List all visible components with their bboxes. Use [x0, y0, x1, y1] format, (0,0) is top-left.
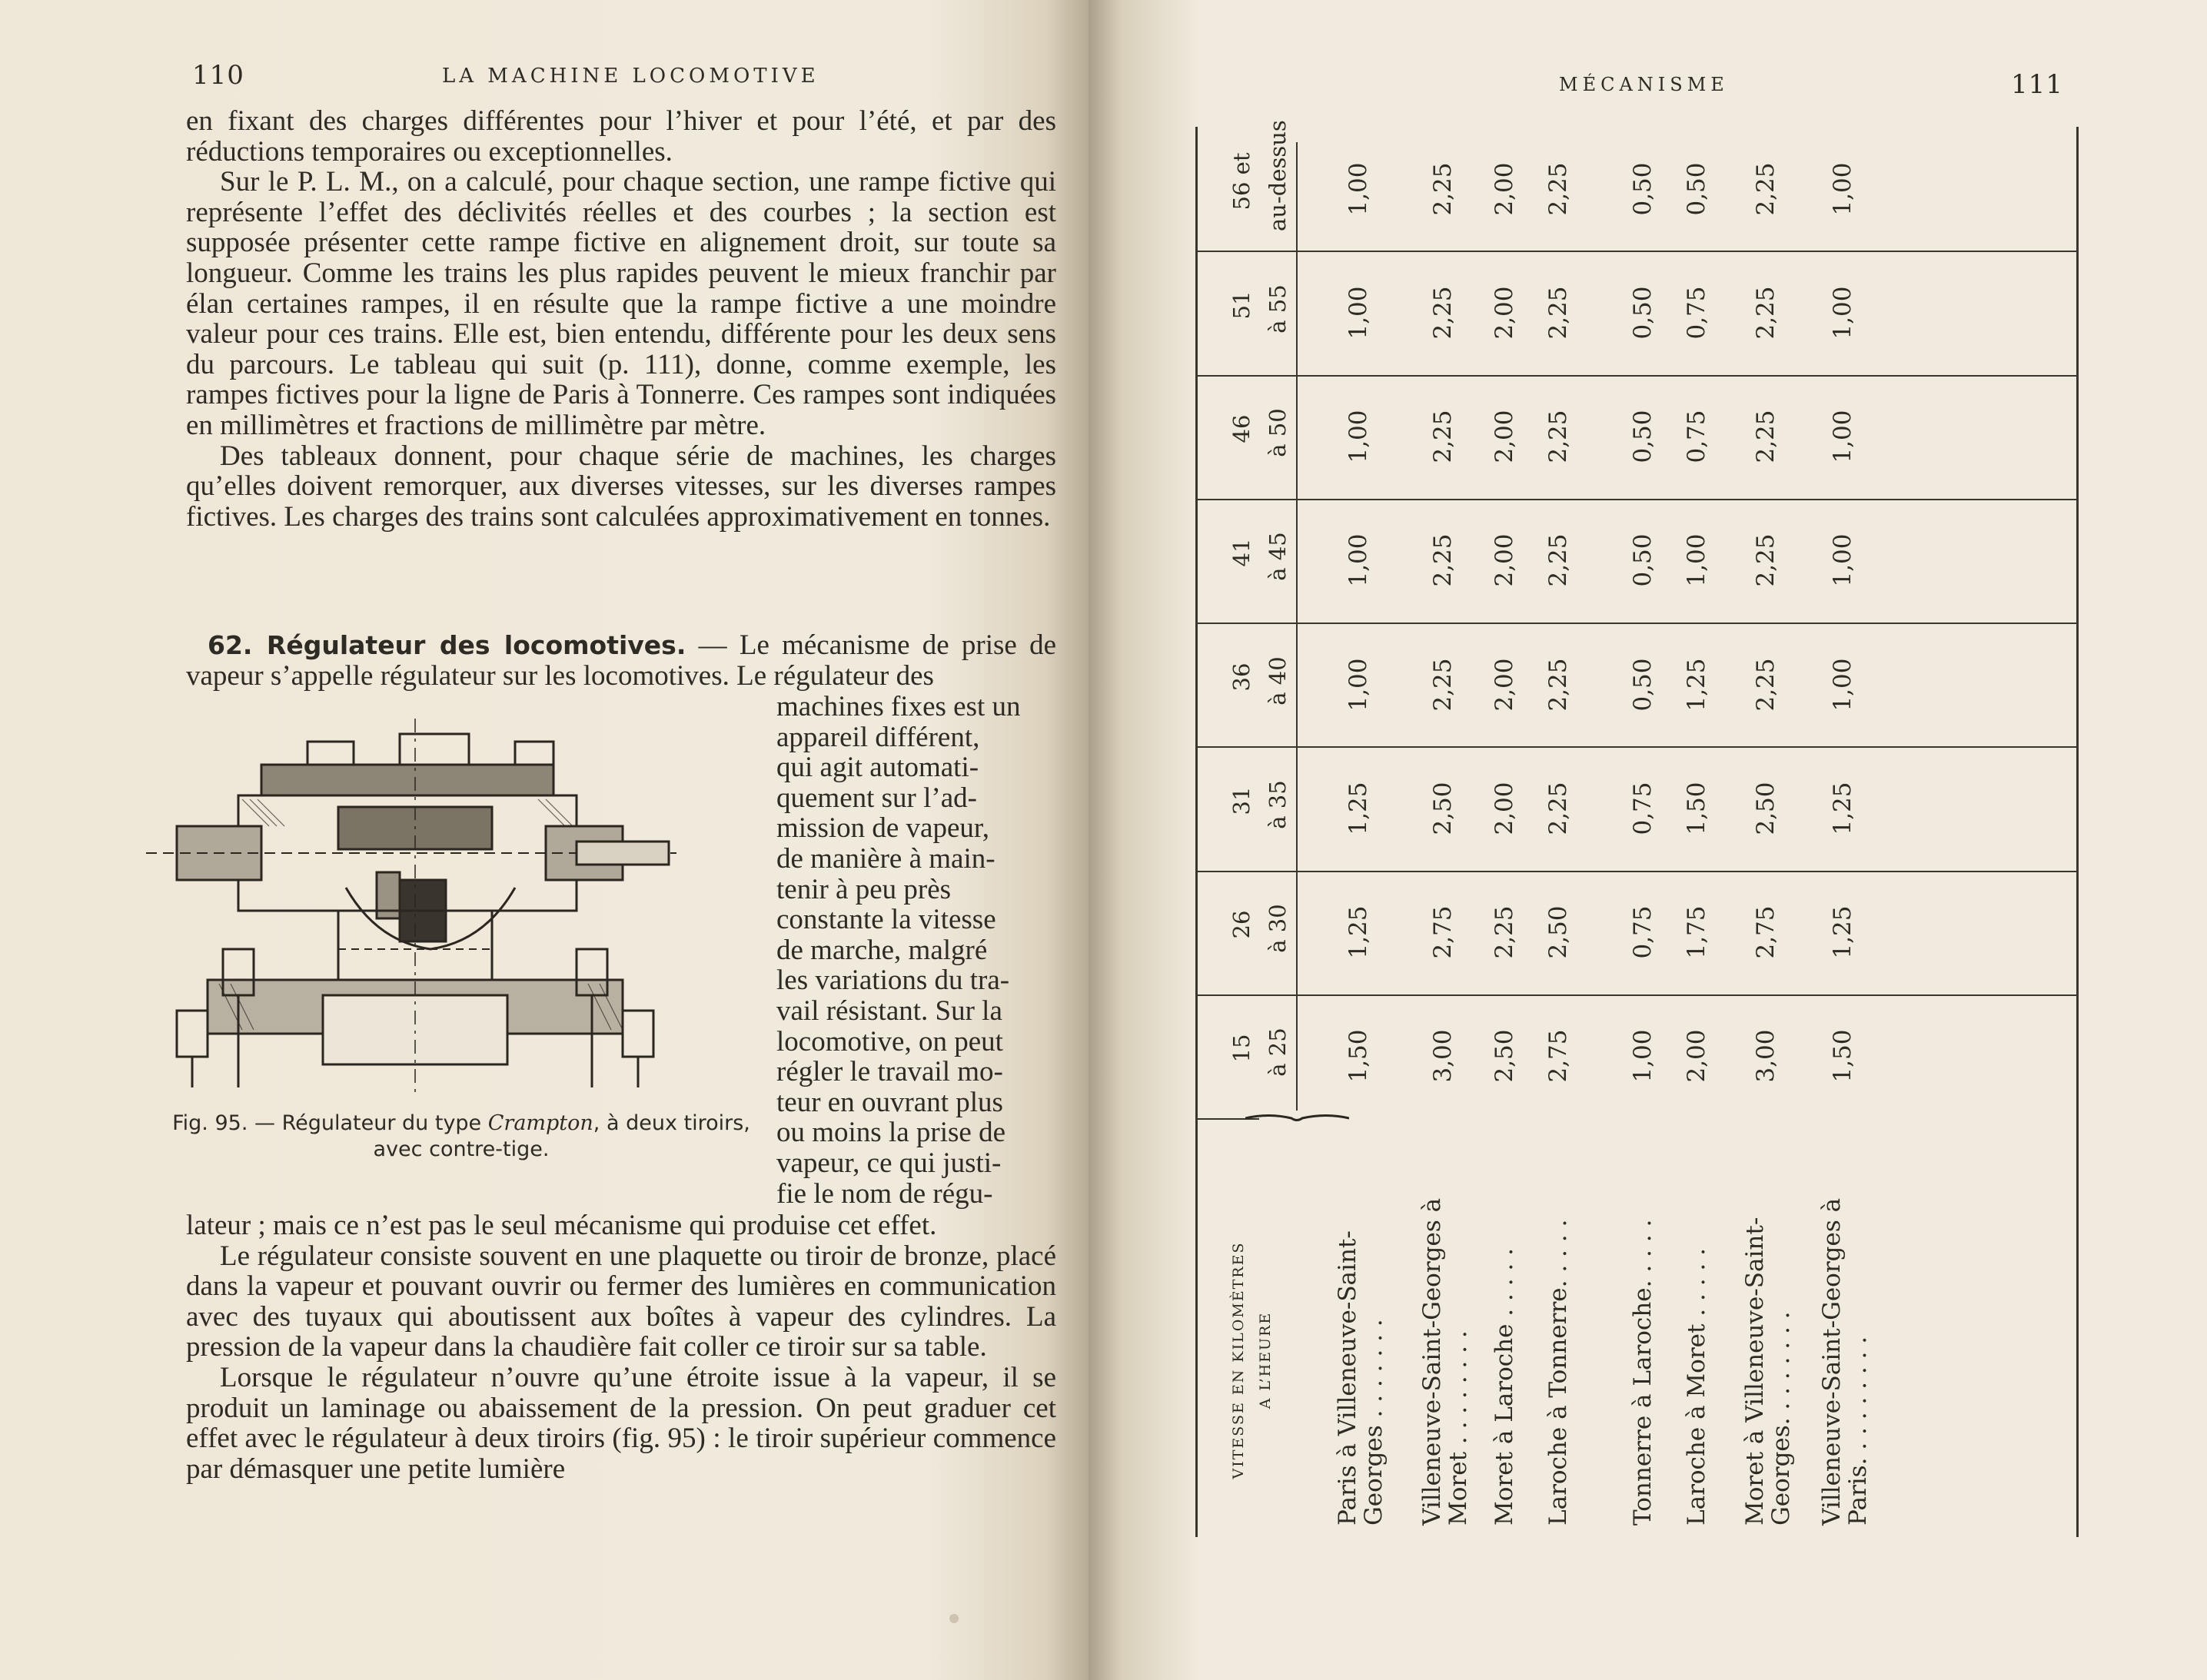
table-value: 2,25: [1544, 286, 1572, 340]
caption-italic: Crampton: [487, 1111, 593, 1135]
table-value: 3,00: [1752, 1029, 1780, 1083]
route-label: Laroche à Tonnerre. . . . .: [1544, 1219, 1572, 1526]
table-value: 2,25: [1429, 410, 1457, 463]
table-value: 2,25: [1752, 533, 1780, 587]
left-page-header: [192, 60, 1061, 91]
route-label-cont: Paris. . . . . . . . .: [1844, 1336, 1872, 1526]
text-block-top: [186, 106, 1056, 532]
table-value: 2,00: [1683, 1029, 1710, 1083]
table-value: 0,50: [1629, 658, 1657, 712]
float-text-line: tenir à peu près: [776, 873, 952, 905]
speed-band-to: à 40: [1265, 656, 1291, 706]
speed-band-to: à 35: [1265, 780, 1291, 829]
route-label: Villeneuve-Saint-Georges à: [1818, 1197, 1846, 1526]
paragraph-2: Sur le P. L. M., on a calculé, pour chaque section, une rampe fictive qui représente l’effet des déclivités réelles et des courbes ; la section est supposée présenter cette rampe fictive en alignement droit, sur toute sa longueur. Comme les trains les plus rapides peuvent le mieux franchir par élan certaines rampes, il en résulte que la rampe fictive a une moindre valeur pour ces trains. Elle est, bien entendu, différente pour les deux sens du parcours. Le tableau qui suit (p. 111), donne, comme exemple, les rampes fictives pour la ligne de Paris à Tonnerre. Ces rampes sont indiquées en millimètres et fractions de millimètre par mètre.: [186, 166, 1056, 441]
table-value: 1,75: [1683, 905, 1710, 959]
table-value: 2,25: [1752, 658, 1780, 712]
table-value: 2,75: [1429, 905, 1457, 959]
section-intro: — Le mécanisme de prise de vapeur s’appelle régulateur sur les locomotives. Le régulateur des: [186, 629, 1056, 692]
table-value: 2,25: [1429, 162, 1457, 216]
column-header-unit: A L’HEURE: [1257, 1311, 1274, 1409]
table-value: 2,25: [1491, 905, 1518, 959]
band-divider: [1198, 623, 2076, 624]
table-value: 0,50: [1629, 162, 1657, 216]
table-value: 2,25: [1544, 658, 1572, 712]
table-value: 2,00: [1491, 782, 1518, 835]
speed-band-from: 51: [1228, 291, 1255, 320]
band-divider: [1198, 994, 2076, 996]
regulator-figure: [146, 719, 676, 1095]
table-value: 1,50: [1344, 1029, 1372, 1083]
page-number-left: 110: [192, 60, 244, 91]
float-text-line: qui agit automati-: [776, 752, 979, 784]
float-text-line: machines fixes est un: [776, 691, 1021, 722]
table-value: 2,50: [1752, 782, 1780, 835]
band-divider: [1198, 871, 2076, 872]
float-text-line: appareil différent,: [776, 721, 980, 753]
paragraph-6: Lorsque le régulateur n’ouvre qu’une étroite issue à la vapeur, il se produit un laminage ou abaissement de la pression. On peut graduer cet effet avec le régulateur à deux tiroirs (fig. 95) : le tiroir supérieur commence par démasquer une petite lumière: [186, 1361, 1056, 1485]
float-text-line: vapeur, ce qui justi-: [776, 1147, 1002, 1179]
table-value: 2,50: [1429, 782, 1457, 835]
table-value: 0,50: [1629, 410, 1657, 463]
speed-band-from: 31: [1228, 786, 1255, 815]
table-value: 2,75: [1752, 905, 1780, 959]
table-value: 1,00: [1829, 162, 1856, 216]
route-label: Moret à Villeneuve-Saint-: [1741, 1217, 1769, 1526]
paragraph-5: Le régulateur consiste souvent en une plaquette ou tiroir de bronze, placé dans la vapeur et pouvant ouvrir ou fermer des lumières en communication avec des tuyaux qui aboutissent aux boîtes à vapeur des cylindres. La pression de la vapeur dans la chaudière fait coller ce tiroir sur sa table.: [186, 1240, 1056, 1363]
table-value: 1,25: [1344, 782, 1372, 835]
table-value: 2,00: [1491, 410, 1518, 463]
paragraph-4: lateur ; mais ce n’est pas le seul mécanisme qui produise cet effet.: [186, 1210, 937, 1241]
speed-band-from: 56 et: [1228, 152, 1255, 211]
float-text-line: vail résistant. Sur la: [776, 994, 1002, 1027]
table-value: 2,25: [1752, 162, 1780, 216]
section-62: [186, 630, 1056, 691]
table-value: 1,25: [1829, 782, 1856, 835]
route-label-cont: Georges . . . . . . .: [1360, 1319, 1388, 1526]
table-value: 1,00: [1683, 533, 1710, 587]
table-value: 1,00: [1344, 410, 1372, 463]
table-value: 1,25: [1344, 905, 1372, 959]
speed-band-from: 41: [1228, 538, 1255, 567]
right-page-header: [1089, 69, 2207, 100]
float-text-line: de manière à main-: [776, 842, 995, 875]
table-value: 1,25: [1683, 658, 1710, 712]
speed-band-to: à 30: [1265, 904, 1291, 953]
table-value: 2,00: [1491, 533, 1518, 587]
running-head-right: MÉCANISME: [1559, 74, 1729, 95]
table-value: 0,75: [1683, 410, 1710, 463]
section-title: 62. Régulateur des locomotives.: [208, 630, 686, 660]
float-text-line: fie le nom de régu-: [776, 1177, 993, 1210]
table-value: 2,25: [1429, 533, 1457, 587]
table-value: 1,50: [1829, 1029, 1856, 1083]
text-block-bottom: [186, 1210, 1056, 1484]
table-value: 2,25: [1544, 782, 1572, 835]
float-text-line: constante la vitesse: [776, 904, 996, 936]
table-value: 2,25: [1752, 286, 1780, 340]
table-value: 2,00: [1491, 162, 1518, 216]
table-value: 1,00: [1344, 533, 1372, 587]
speed-band-to: au-dessus: [1265, 119, 1291, 231]
page-number-right: 111: [2011, 69, 2063, 100]
float-text-line: de marche, malgré: [776, 934, 988, 966]
table-value: 0,50: [1629, 286, 1657, 340]
table-value: 2,25: [1752, 410, 1780, 463]
band-divider: [1198, 746, 2076, 748]
table-value: 0,75: [1629, 782, 1657, 835]
route-label-cont: Georges. . . . . . . .: [1767, 1311, 1795, 1526]
route-label: Paris à Villeneuve-Saint-: [1334, 1230, 1361, 1526]
speed-band-from: 36: [1228, 662, 1255, 692]
header-separator: [1296, 142, 1298, 1111]
caption-prefix: Fig. 95. — Régulateur du type: [172, 1111, 488, 1135]
table-value: 1,50: [1683, 782, 1710, 835]
gradient-table: [1195, 119, 2079, 1537]
table-value: 2,00: [1491, 286, 1518, 340]
table-value: 1,00: [1629, 1029, 1657, 1083]
speed-band-from: 26: [1228, 910, 1255, 939]
speed-band-to: à 25: [1265, 1028, 1291, 1077]
left-page: [0, 0, 1089, 1680]
column-header-speed: VITESSE EN KILOMÈTRES: [1230, 1241, 1247, 1479]
paragraph-3: Des tableaux donnent, pour chaque série de machines, les charges qu’elles doivent remorquer, aux diverses vitesses, sur les diverses rampes fictives. Les charges des trains sont calculées approximativement en tonnes.: [186, 440, 1056, 533]
table-value: 2,25: [1544, 533, 1572, 587]
speed-band-to: à 55: [1265, 284, 1291, 334]
table-value: 1,00: [1344, 162, 1372, 216]
float-text-line: locomotive, on peut: [776, 1025, 1003, 1057]
float-text-line: régler le travail mo-: [776, 1056, 1003, 1088]
speed-band-to: à 50: [1265, 408, 1291, 457]
speed-band-to: à 45: [1265, 532, 1291, 582]
float-text-line: ou moins la prise de: [776, 1117, 1006, 1149]
route-label-cont: Moret . . . . . . . .: [1444, 1330, 1472, 1526]
table-value: 2,00: [1491, 658, 1518, 712]
table-value: 1,00: [1829, 286, 1856, 340]
route-label: Laroche à Moret . . . . .: [1683, 1248, 1710, 1526]
table-value: 2,50: [1544, 905, 1572, 959]
route-label: Tonnerre à Laroche. . . . .: [1629, 1219, 1657, 1526]
table-value: 2,25: [1429, 658, 1457, 712]
speed-band-from: 46: [1228, 414, 1255, 443]
table-value: 2,25: [1544, 410, 1572, 463]
table-value: 0,75: [1629, 905, 1657, 959]
figure-caption: [161, 1111, 761, 1163]
float-text-line: les variations du tra-: [776, 965, 1010, 997]
header-brace: [1245, 1113, 1349, 1124]
table-value: 1,00: [1829, 533, 1856, 587]
running-head-left: LA MACHINE LOCOMOTIVE: [442, 65, 819, 88]
paragraph-1: en fixant des charges différentes pour l’hiver et pour l’été, et par des réductions temporaires ou exceptionnelles.: [186, 105, 1056, 168]
table-value: 1,00: [1829, 410, 1856, 463]
table-value: 0,50: [1629, 533, 1657, 587]
table-value: 1,00: [1344, 286, 1372, 340]
table-value: 1,00: [1829, 658, 1856, 712]
page-stain: [949, 1614, 959, 1623]
table-value: 1,00: [1344, 658, 1372, 712]
caption-suffix: , à deux tiroirs, avec contre-tige.: [373, 1111, 750, 1161]
table-value: 3,00: [1429, 1029, 1457, 1083]
route-label: Villeneuve-Saint-Georges à: [1418, 1197, 1446, 1526]
table-value: 2,25: [1429, 286, 1457, 340]
float-text-line: teur en ouvrant plus: [776, 1086, 1003, 1118]
table-value: 2,25: [1544, 162, 1572, 216]
float-text-line: quement sur l’ad-: [776, 782, 977, 814]
band-divider: [1198, 499, 2076, 500]
band-divider: [1198, 251, 2076, 252]
figure-side-text: [776, 692, 1056, 1209]
float-text-line: mission de vapeur,: [776, 812, 989, 845]
table-value: 2,75: [1544, 1029, 1572, 1083]
table-value: 1,25: [1829, 905, 1856, 959]
band-divider: [1198, 375, 2076, 377]
table-value: 2,50: [1491, 1029, 1518, 1083]
route-label: Moret à Laroche . . . . .: [1491, 1248, 1518, 1526]
speed-band-from: 15: [1228, 1034, 1255, 1063]
table-value: 0,75: [1683, 286, 1710, 340]
table-value: 0,50: [1683, 162, 1710, 216]
